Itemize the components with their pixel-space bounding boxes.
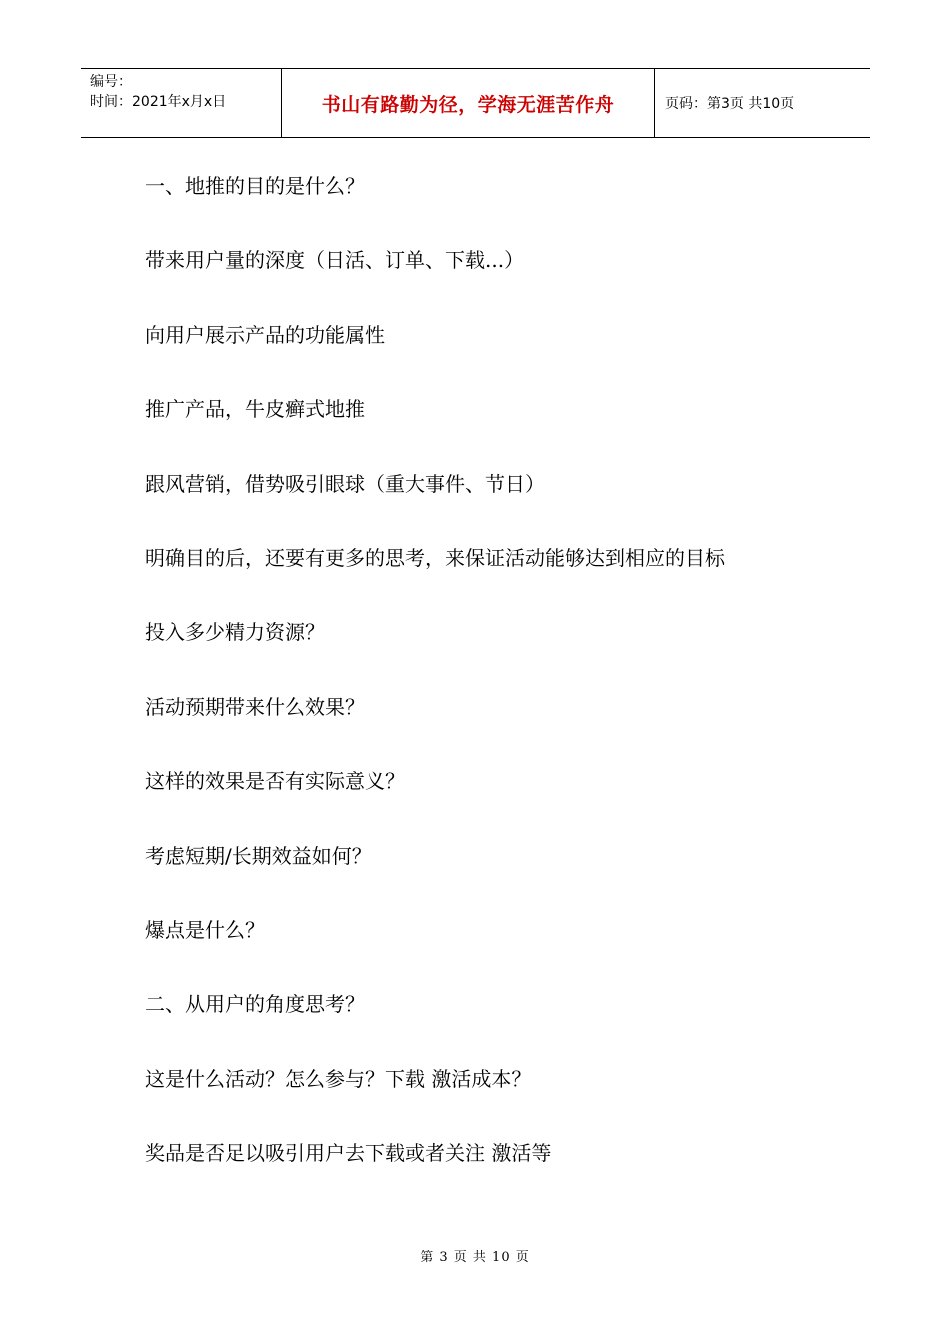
paragraph: 推广产品，牛皮癣式地推 bbox=[145, 397, 365, 422]
motto-text: 书山有路勤为径，学海无涯苦作舟 bbox=[321, 93, 615, 116]
paragraph: 带来用户量的深度（日活、订单、下载...） bbox=[145, 248, 525, 273]
page-header bbox=[81, 68, 870, 138]
header-meta-cell bbox=[81, 69, 282, 137]
number-label: 编号： bbox=[90, 74, 132, 90]
page-footer bbox=[0, 1246, 950, 1265]
paragraph: 投入多少精力资源？ bbox=[145, 620, 325, 645]
header-motto-cell bbox=[282, 69, 655, 137]
paragraph: 明确目的后，还要有更多的思考，来保证活动能够达到相应的目标 bbox=[145, 545, 725, 570]
paragraph: 这是什么活动？怎么参与？下载 激活成本？ bbox=[145, 1066, 532, 1091]
page-info: 页码：第3页 共10页 bbox=[665, 96, 795, 112]
paragraph: 爆点是什么？ bbox=[145, 917, 265, 942]
paragraph: 向用户展示产品的功能属性 bbox=[145, 322, 385, 347]
paragraph: 二、从用户的角度思考？ bbox=[145, 992, 365, 1017]
paragraph: 跟风营销，借势吸引眼球（重大事件、节日） bbox=[145, 471, 545, 496]
date-label: 时间：2021年x月x日 bbox=[90, 94, 227, 110]
paragraph: 奖品是否足以吸引用户去下载或者关注 激活等 bbox=[145, 1141, 552, 1166]
paragraph: 考虑短期/长期效益如何？ bbox=[145, 843, 372, 868]
paragraph: 活动预期带来什么效果？ bbox=[145, 694, 365, 719]
footer-page-number: 第 3 页 共 10 页 bbox=[420, 1250, 530, 1265]
paragraph: 这样的效果是否有实际意义？ bbox=[145, 769, 405, 794]
document-body bbox=[145, 168, 845, 1209]
header-page-cell bbox=[655, 69, 870, 137]
paragraph: 一、地推的目的是什么？ bbox=[145, 174, 365, 198]
